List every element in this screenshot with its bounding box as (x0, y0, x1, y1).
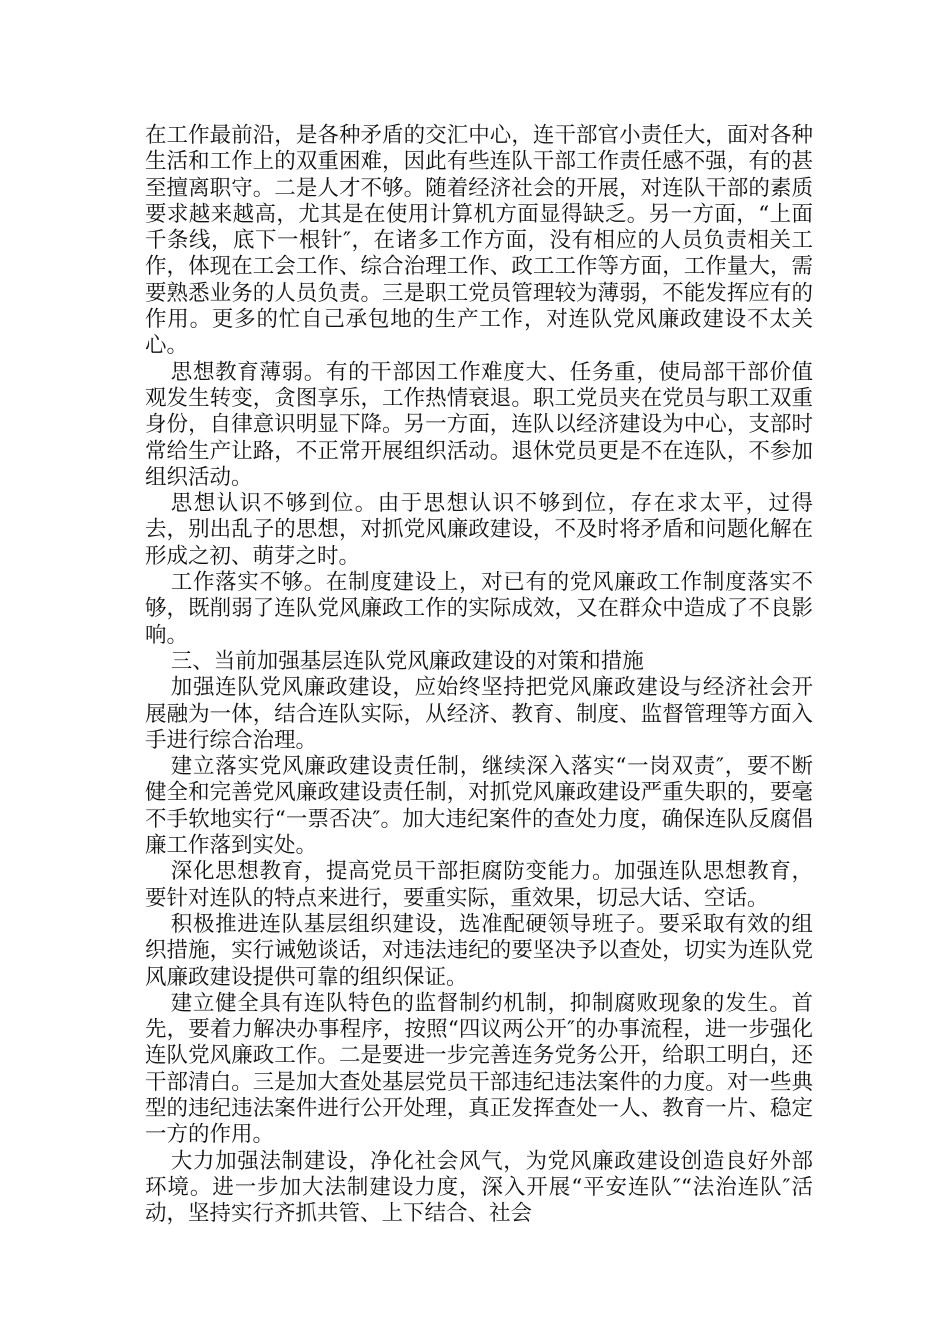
paragraph-continuation: 在工作最前沿，是各种矛盾的交汇中心，连干部官小责任大，面对各种生活和工作上的双重困难，因此有些连队干部工作责任感不强，有的甚至擅离职守。二是人才不够。随着经济社会的开展，对连队干部的素质要求越来越高，尤其是在使用计算机方面显得缺乏。另一方面，“上面千条线，底下一根针″，在诸多工作方面，没有相应的人员负责相关工作，体现在工会工作、综合治理工作、政工工作等方面，工作量大，需要熟悉业务的人员负责。三是职工党员管理较为薄弱，不能发挥应有的作用。更多的忙自己承包地的生产工作，对连队党风廉政建设不太关心。 (145, 123, 813, 359)
section-heading-countermeasures: 三、当前加强基层连队党风廉政建设的对策和措施 (170, 648, 644, 674)
paragraph-strengthen-building: 加强连队党风廉政建设，应始终坚持把党风廉政建设与经济社会开展融为一体，结合连队实际，从经济、教育、制度、监督管理等方面入手进行综合治理。 (145, 675, 813, 753)
document-body (145, 123, 813, 1227)
paragraph-supervision-mechanism: 建立健全具有连队特色的监督制约机制，抑制腐败现象的发生。首先，要着力解决办事程序，按照“四议两公开″的办事流程，进一步强化连队党风廉政工作。二是要进一步完善连务党务公开，给职工明白，还干部清白。三是加大查处基层党员干部违纪违法案件的力度。对一些典型的违纪违法案件进行公开处理，真正发挥查处一人、教育一片、稳定一方的作用。 (145, 990, 813, 1148)
paragraph-organization-building: 积极推进连队基层组织建设，选准配硬领导班子。要采取有效的组织措施，实行诫勉谈话，对违法违纪的要坚决予以查处，切实为连队党风廉政建设提供可靠的组织保证。 (145, 911, 813, 990)
paragraph-work-implementation: 工作落实不够。在制度建设上，对已有的党风廉政工作制度落实不够，既削弱了连队党风廉政工作的实际成效，又在群众中造成了不良影响。 (145, 570, 813, 648)
paragraph-deepen-education: 深化思想教育，提高党员干部拒腐防变能力。加强连队思想教育，要针对连队的特点来进行，要重实际，重效果，切忌大话、空话。 (145, 859, 813, 911)
paragraph-ideology-education: 思想教育薄弱。有的干部因工作难度大、任务重，使局部干部价值观发生转变，贪图享乐，工作热情衰退。职工党员夹在党员与职工双重身份，自律意识明显下降。另一方面，连队以经济建设为中心，支部时常给生产让路，不正常开展组织活动。退休党员更是不在连队，不参加组织活动。 (145, 359, 813, 490)
paragraph-ideology-awareness: 思想认识不够到位。由于思想认识不够到位，存在求太平，过得去，别出乱子的思想，对抓党风廉政建设，不及时将矛盾和问题化解在形成之初、萌芽之时。 (145, 491, 813, 569)
paragraph-legal-construction: 大力加强法制建设，净化社会风气，为党风廉政建设创造良好外部环境。进一步加大法制建设力度，深入开展“平安连队″“法治连队″活动，坚持实行齐抓共管、上下结合、社会 (145, 1148, 813, 1227)
paragraph-responsibility-system: 建立落实党风廉政建设责任制，继续深入落实“一岗双责″，要不断健全和完善党风廉政建设责任制，对抓党风廉政建设严重失职的，要毫不手软地实行“一票否决″。加大违纪案件的查处力度，确保连队反腐倡廉工作落到实处。 (145, 754, 813, 859)
